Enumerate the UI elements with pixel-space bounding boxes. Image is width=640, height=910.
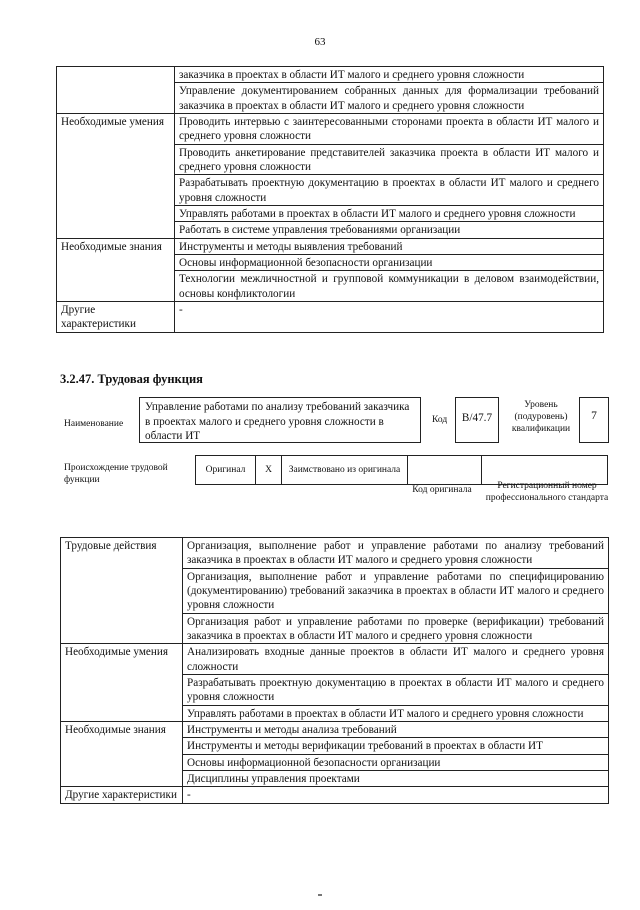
origin-mark: X	[256, 456, 282, 485]
code-value: B/47.7	[455, 397, 499, 443]
row-item: Организация, выполнение работ и управление работами по специфицированию (документированию) требований заказчика в проектах в области ИТ малого и среднего уровня сложности	[183, 568, 609, 613]
scan-artifact	[318, 894, 322, 896]
row-item: Проводить анкетирование представителей заказчика проекта в области ИТ малого и среднего уровня сложности	[175, 144, 604, 175]
code-label: Код	[432, 415, 448, 425]
row-item: заказчика в проектах в области ИТ малого и среднего уровня сложности	[175, 67, 604, 83]
row-label: Необходимые умения	[57, 113, 175, 238]
row-item: Работать в системе управления требованиями организации	[175, 222, 604, 238]
page-number: 63	[314, 36, 326, 48]
level-value: 7	[579, 397, 609, 443]
table-row	[61, 721, 609, 737]
row-item: Основы информационной безопасности организации	[183, 754, 609, 770]
row-label: Трудовые действия	[61, 538, 183, 644]
table-row	[61, 644, 609, 675]
row-item: Управлять работами в проектах в области ИТ малого и среднего уровня сложности	[183, 705, 609, 721]
row-item: Управление документированием собранных данных для формализации требований заказчика в проектах в области ИТ малого и среднего уровня сложности	[175, 83, 604, 114]
section-title: 3.2.47. Трудовая функция	[60, 372, 203, 386]
row-label: Необходимые знания	[61, 721, 183, 786]
level-label: Уровень (подуровень) квалификации	[511, 400, 571, 435]
row-item: Технологии межличностной и групповой коммуникации в деловом взаимодействии, основы конфликтологии	[175, 271, 604, 302]
competency-table-main	[60, 537, 609, 804]
row-item: Разрабатывать проектную документацию в проектах в области ИТ малого и среднего уровня сложности	[175, 175, 604, 206]
row-item: Анализировать входные данные проектов в области ИТ малого и среднего уровня сложности	[183, 644, 609, 675]
origin-label: Происхождение трудовой функции	[64, 463, 168, 486]
function-name-value: Управление работами по анализу требований заказчика в проектах малого и среднего уровня сложности в области ИТ	[139, 397, 421, 443]
table-row	[57, 113, 604, 144]
competency-table-continued	[56, 66, 604, 333]
origin-code-caption: Код оригинала	[412, 485, 472, 495]
row-item: Организация работ и управление работами по проверке (верификации) требований заказчика в проектах в области ИТ малого и среднего уровня сложности	[183, 613, 609, 644]
table-row	[57, 238, 604, 254]
row-item: Разрабатывать проектную документацию в проектах в области ИТ малого и среднего уровня сложности	[183, 674, 609, 705]
table-row	[61, 538, 609, 569]
row-item: Управлять работами в проектах в области ИТ малого и среднего уровня сложности	[175, 205, 604, 221]
name-label: Наименование	[64, 419, 124, 429]
row-item: Инструменты и методы верификации требований в проектах в области ИТ	[183, 738, 609, 754]
origin-reg-caption: Регистрационный номер профессионального стандарта	[485, 481, 609, 504]
row-label: Необходимые знания	[57, 238, 175, 301]
row-item: Дисциплины управления проектами	[183, 770, 609, 786]
row-label: Другие характеристики	[57, 301, 175, 332]
row-item: Организация, выполнение работ и управление работами по анализу требований заказчика в проектах в области ИТ малого и среднего уровня сложности	[183, 538, 609, 569]
row-item: -	[175, 301, 604, 332]
origin-borrowed: Заимствовано из оригинала	[282, 456, 408, 485]
table-row	[57, 67, 604, 83]
row-item: Проводить интервью с заинтересованными сторонами проекта в области ИТ малого и среднего уровня сложности	[175, 113, 604, 144]
row-label	[57, 67, 175, 114]
row-item: Инструменты и методы выявления требований	[175, 238, 604, 254]
table-row	[57, 301, 604, 332]
row-item: Основы информационной безопасности организации	[175, 254, 604, 270]
origin-code-cell	[408, 456, 482, 485]
origin-original: Оригинал	[196, 456, 256, 485]
row-label: Необходимые умения	[61, 644, 183, 722]
row-item: Инструменты и методы анализа требований	[183, 721, 609, 737]
row-label: Другие характеристики	[61, 787, 183, 803]
row-item: -	[183, 787, 609, 803]
table-row	[61, 787, 609, 803]
